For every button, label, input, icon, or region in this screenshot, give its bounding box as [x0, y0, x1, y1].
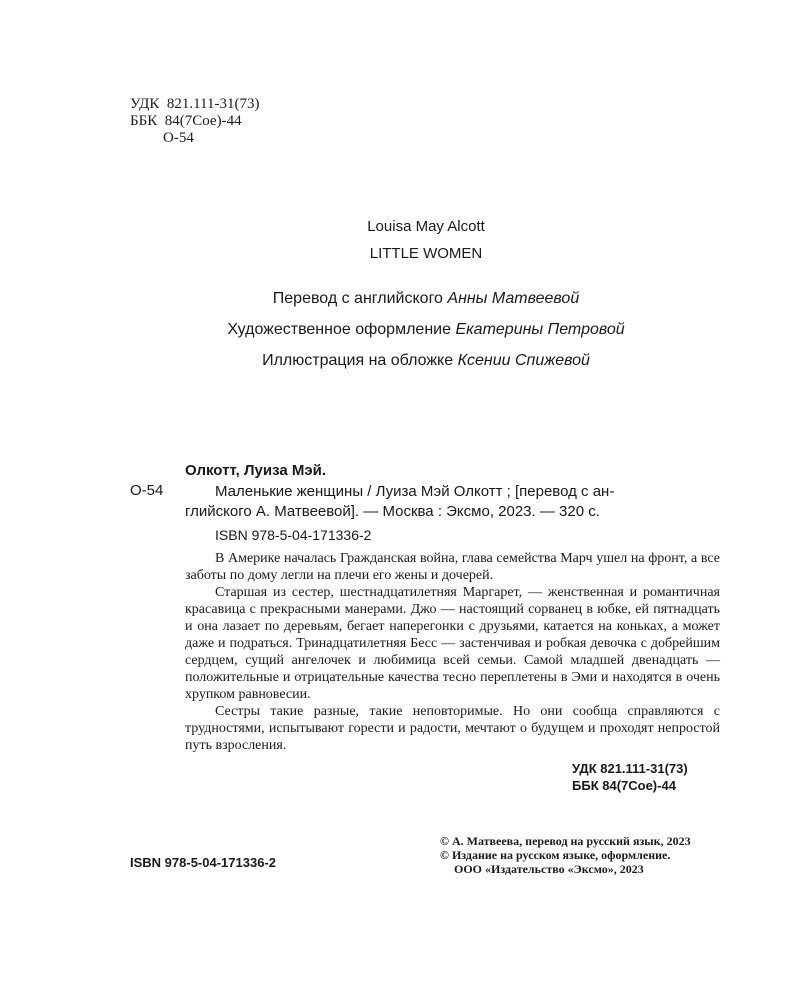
biblio-description [185, 482, 720, 522]
annotation-paragraph: Старшая из сестер, шестнадцатилетняя Маргарет, — женственная и романтичная красавица с прекрасными манерами. Джо — настоящий сорванец в юбке, ей пятнадцать и она лазает по деревьям, бегает наперегонки с друзьями, катается на коньках, а может даже и подраться. Тринадцатилетняя Бесс — застенчивая и робкая девочка с добрейшим сердцем, сущий ангелочек и любимица всей семьи. Самой младшей двенадцать — положительные и отрицательные качества тесно переплетены в Эми и находятся в очень хрупком равновесии. [185, 585, 720, 702]
cover-artist-name: Ксении Спижевой [457, 352, 590, 369]
original-author: Louisa May Alcott [367, 218, 485, 235]
classification-block [130, 96, 259, 147]
translation-credit [0, 290, 800, 308]
biblio-desc-line: Маленькие женщины / Луиза Мэй Олкотт ; [перевод с ан- [215, 483, 615, 500]
author-mark: О-54 [163, 130, 194, 146]
isbn-bottom: ISBN 978-5-04-171336-2 [130, 855, 276, 870]
annotation-paragraph: В Америке началась Гражданская война, глава семейства Марч ушел на фронт, а все заботы по дому легли на плечи его жены и дочерей. [185, 551, 720, 583]
biblio-isbn: ISBN 978-5-04-171336-2 [215, 527, 372, 543]
copyright-line: © Издание на русском языке, оформление. [440, 848, 671, 862]
original-title: LITTLE WOMEN [369, 245, 483, 262]
annotation-bbk: ББК 84(7Сое)-44 [572, 778, 676, 793]
bbk-code: ББК 84(7Сое)-44 [130, 113, 242, 129]
biblio-code: О-54 [130, 482, 164, 499]
copyright-line: © А. Матвеева, перевод на русский язык, 2023 [440, 834, 691, 848]
cover-label: Иллюстрация на обложке [262, 352, 458, 369]
annotation-codes [572, 760, 688, 794]
design-label: Художественное оформление [227, 321, 456, 338]
copyright-line: ООО «Издательство «Эксмо», 2023 [454, 862, 644, 876]
biblio-desc-line: глийского А. Матвеевой]. — Москва : Эксмо, 2023. — 320 с. [185, 503, 600, 520]
copyright-block [440, 834, 691, 876]
udk-code: УДК 821.111-31(73) [130, 96, 260, 112]
designer-name: Екатерины Петровой [455, 321, 625, 338]
cover-credit [0, 352, 800, 370]
design-credit [0, 321, 800, 339]
annotation [185, 550, 720, 754]
annotation-paragraph: Сестры такие разные, такие неповторимые. Но они сообща справляются с трудностями, испытывают горести и радости, мечтают о будущем и проходят непростой путь взросления. [185, 704, 720, 753]
biblio-author: Олкотт, Луиза Мэй. [185, 462, 327, 479]
annotation-udk: УДК 821.111-31(73) [572, 761, 688, 776]
translator-name: Анны Матвеевой [447, 290, 580, 307]
translation-label: Перевод с английского [272, 290, 448, 307]
